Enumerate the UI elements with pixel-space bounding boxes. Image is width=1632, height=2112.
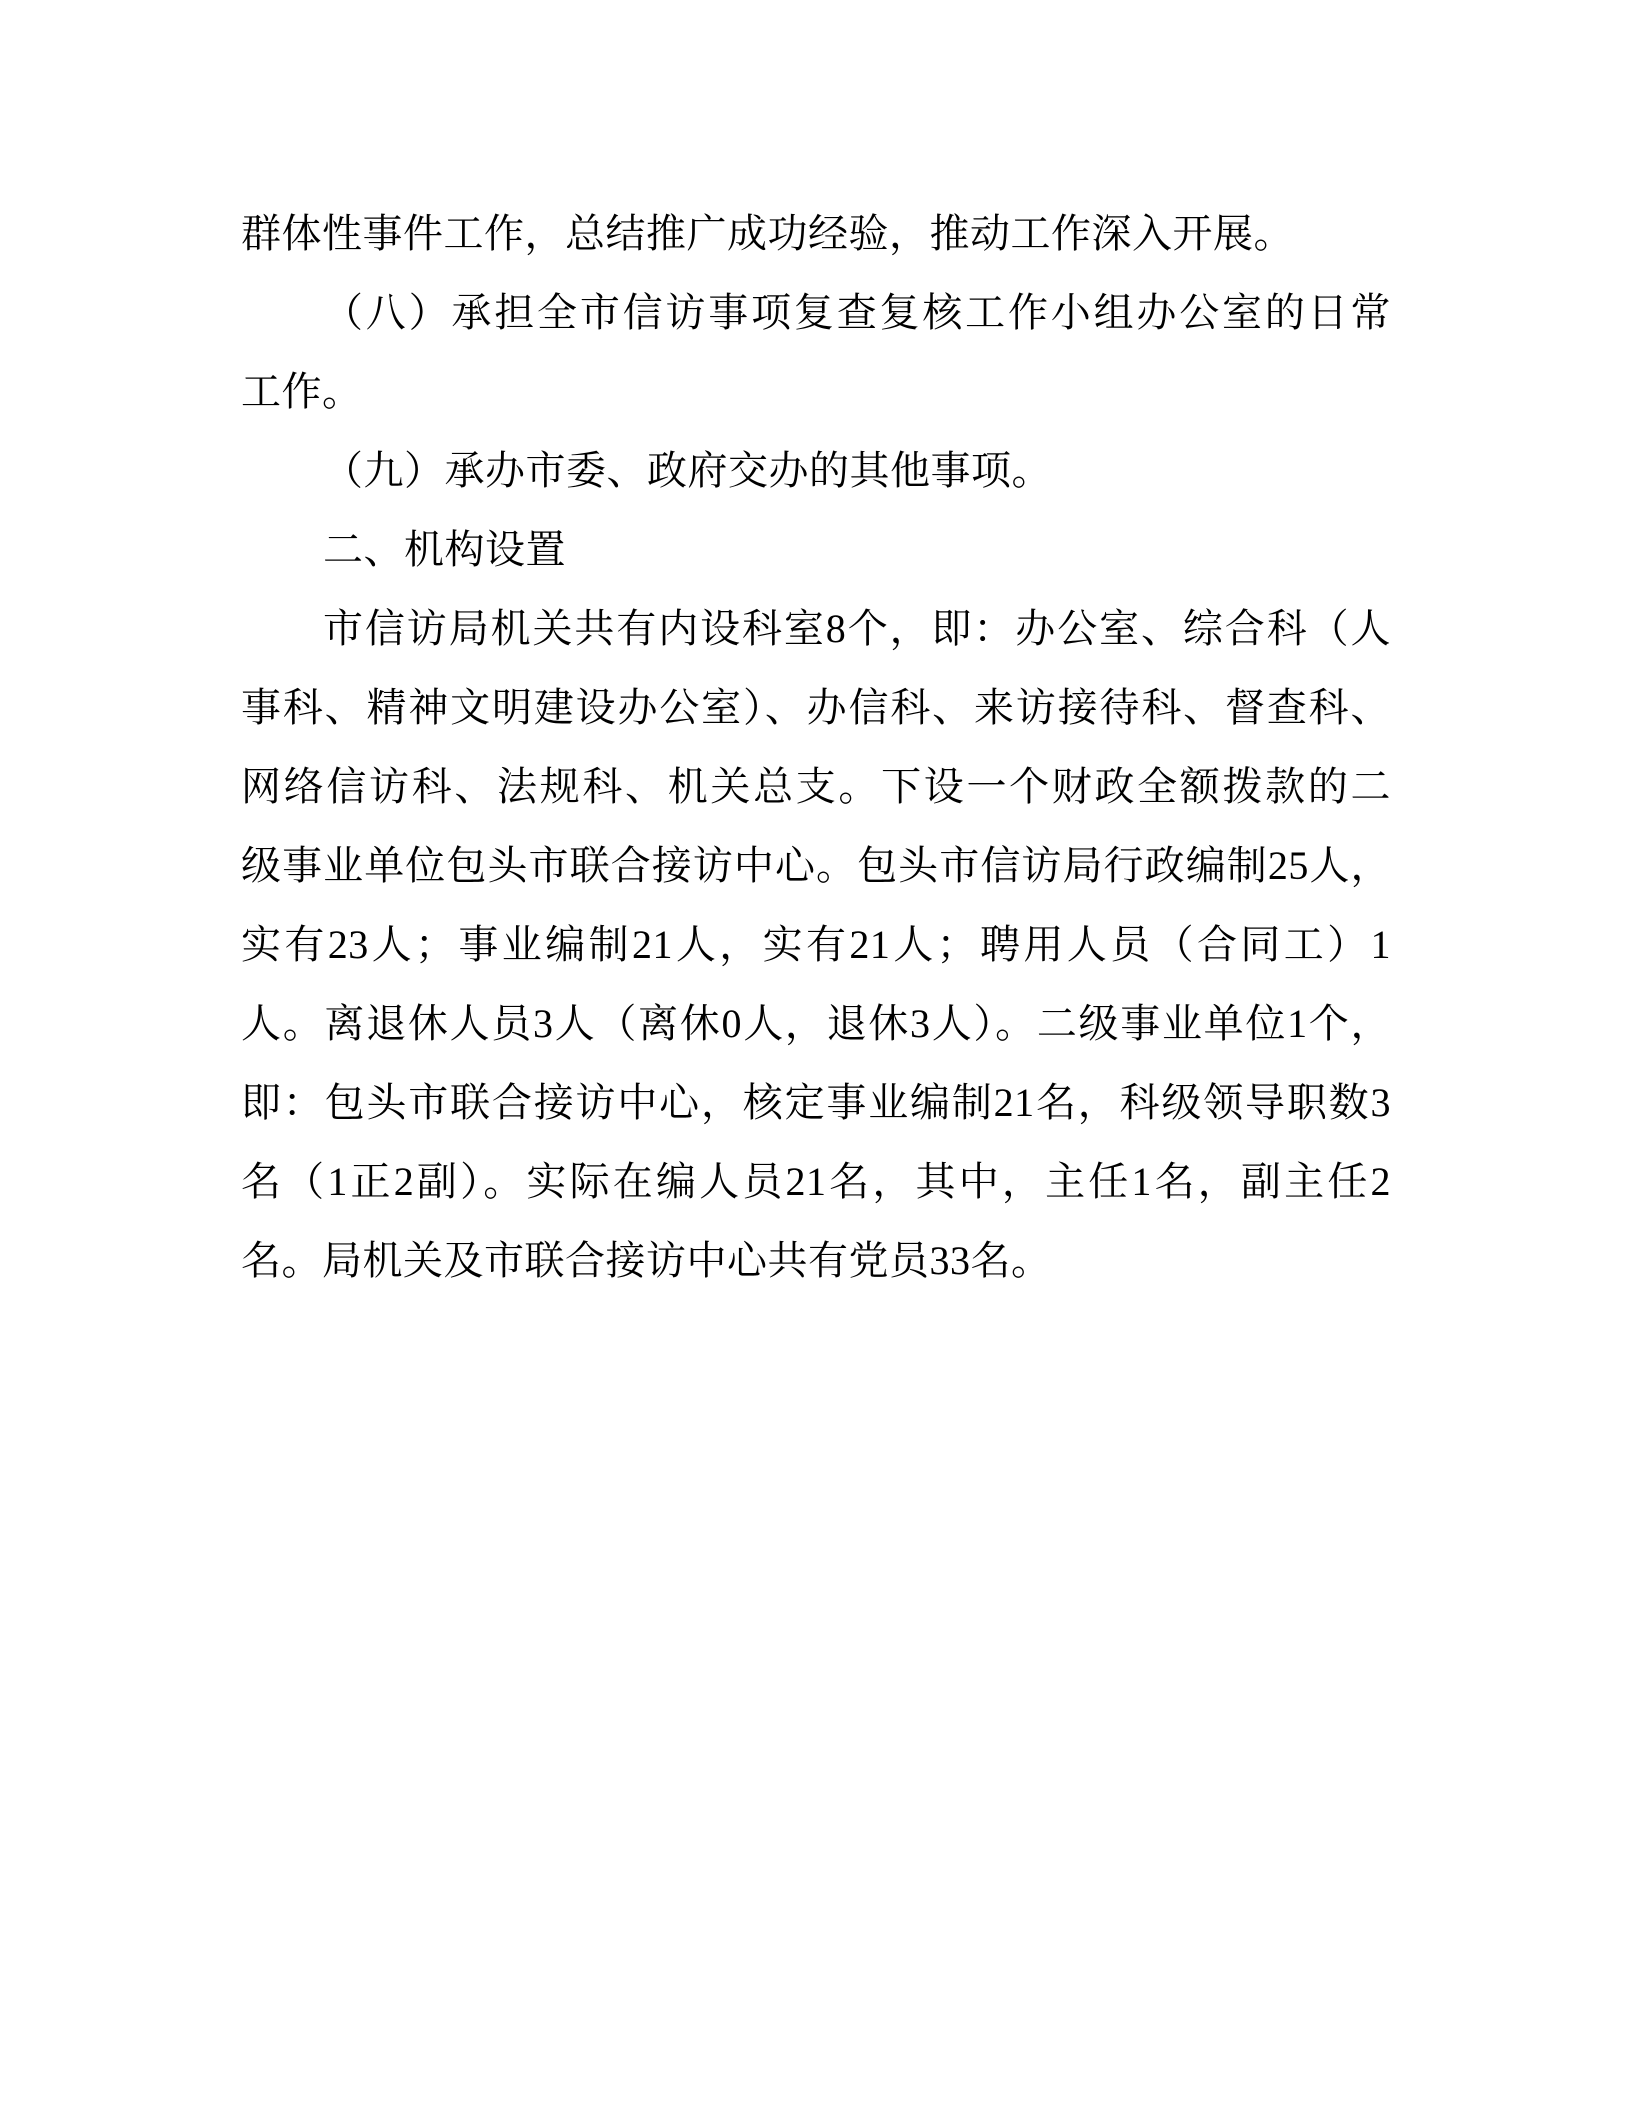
text-line: 人。离退休人员3人（离休0人，退休3人）。二级事业单位1个， — [241, 1001, 1391, 1046]
text-line: 实有23人；事业编制21人，实有21人；聘用人员（合同工）1 — [241, 922, 1391, 967]
text-line: （九）承办市委、政府交办的其他事项。 — [323, 448, 1052, 493]
text-line: 级事业单位包头市联合接访中心。包头市信访局行政编制25人， — [241, 843, 1391, 888]
section-heading: 二、机构设置 — [323, 527, 566, 572]
text-line: 群体性事件工作，总结推广成功经验，推动工作深入开展。 — [241, 211, 1294, 256]
text-line: 市信访局机关共有内设科室8个，即：办公室、综合科（人 — [323, 606, 1391, 651]
text-line: 即：包头市联合接访中心，核定事业编制21名，科级领导职数3 — [241, 1080, 1391, 1125]
text-line: 名（1正2副）。实际在编人员21名，其中，主任1名，副主任2 — [241, 1159, 1391, 1204]
text-line: 工作。 — [241, 369, 363, 414]
text-line: （八）承担全市信访事项复查复核工作小组办公室的日常 — [323, 290, 1391, 335]
text-line: 名。局机关及市联合接访中心共有党员33名。 — [241, 1238, 1052, 1283]
text-line: 网络信访科、法规科、机关总支。下设一个财政全额拨款的二 — [241, 764, 1391, 809]
document-text-block — [241, 194, 1391, 1300]
text-line: 事科、精神文明建设办公室）、办信科、来访接待科、督查科、 — [241, 685, 1391, 730]
